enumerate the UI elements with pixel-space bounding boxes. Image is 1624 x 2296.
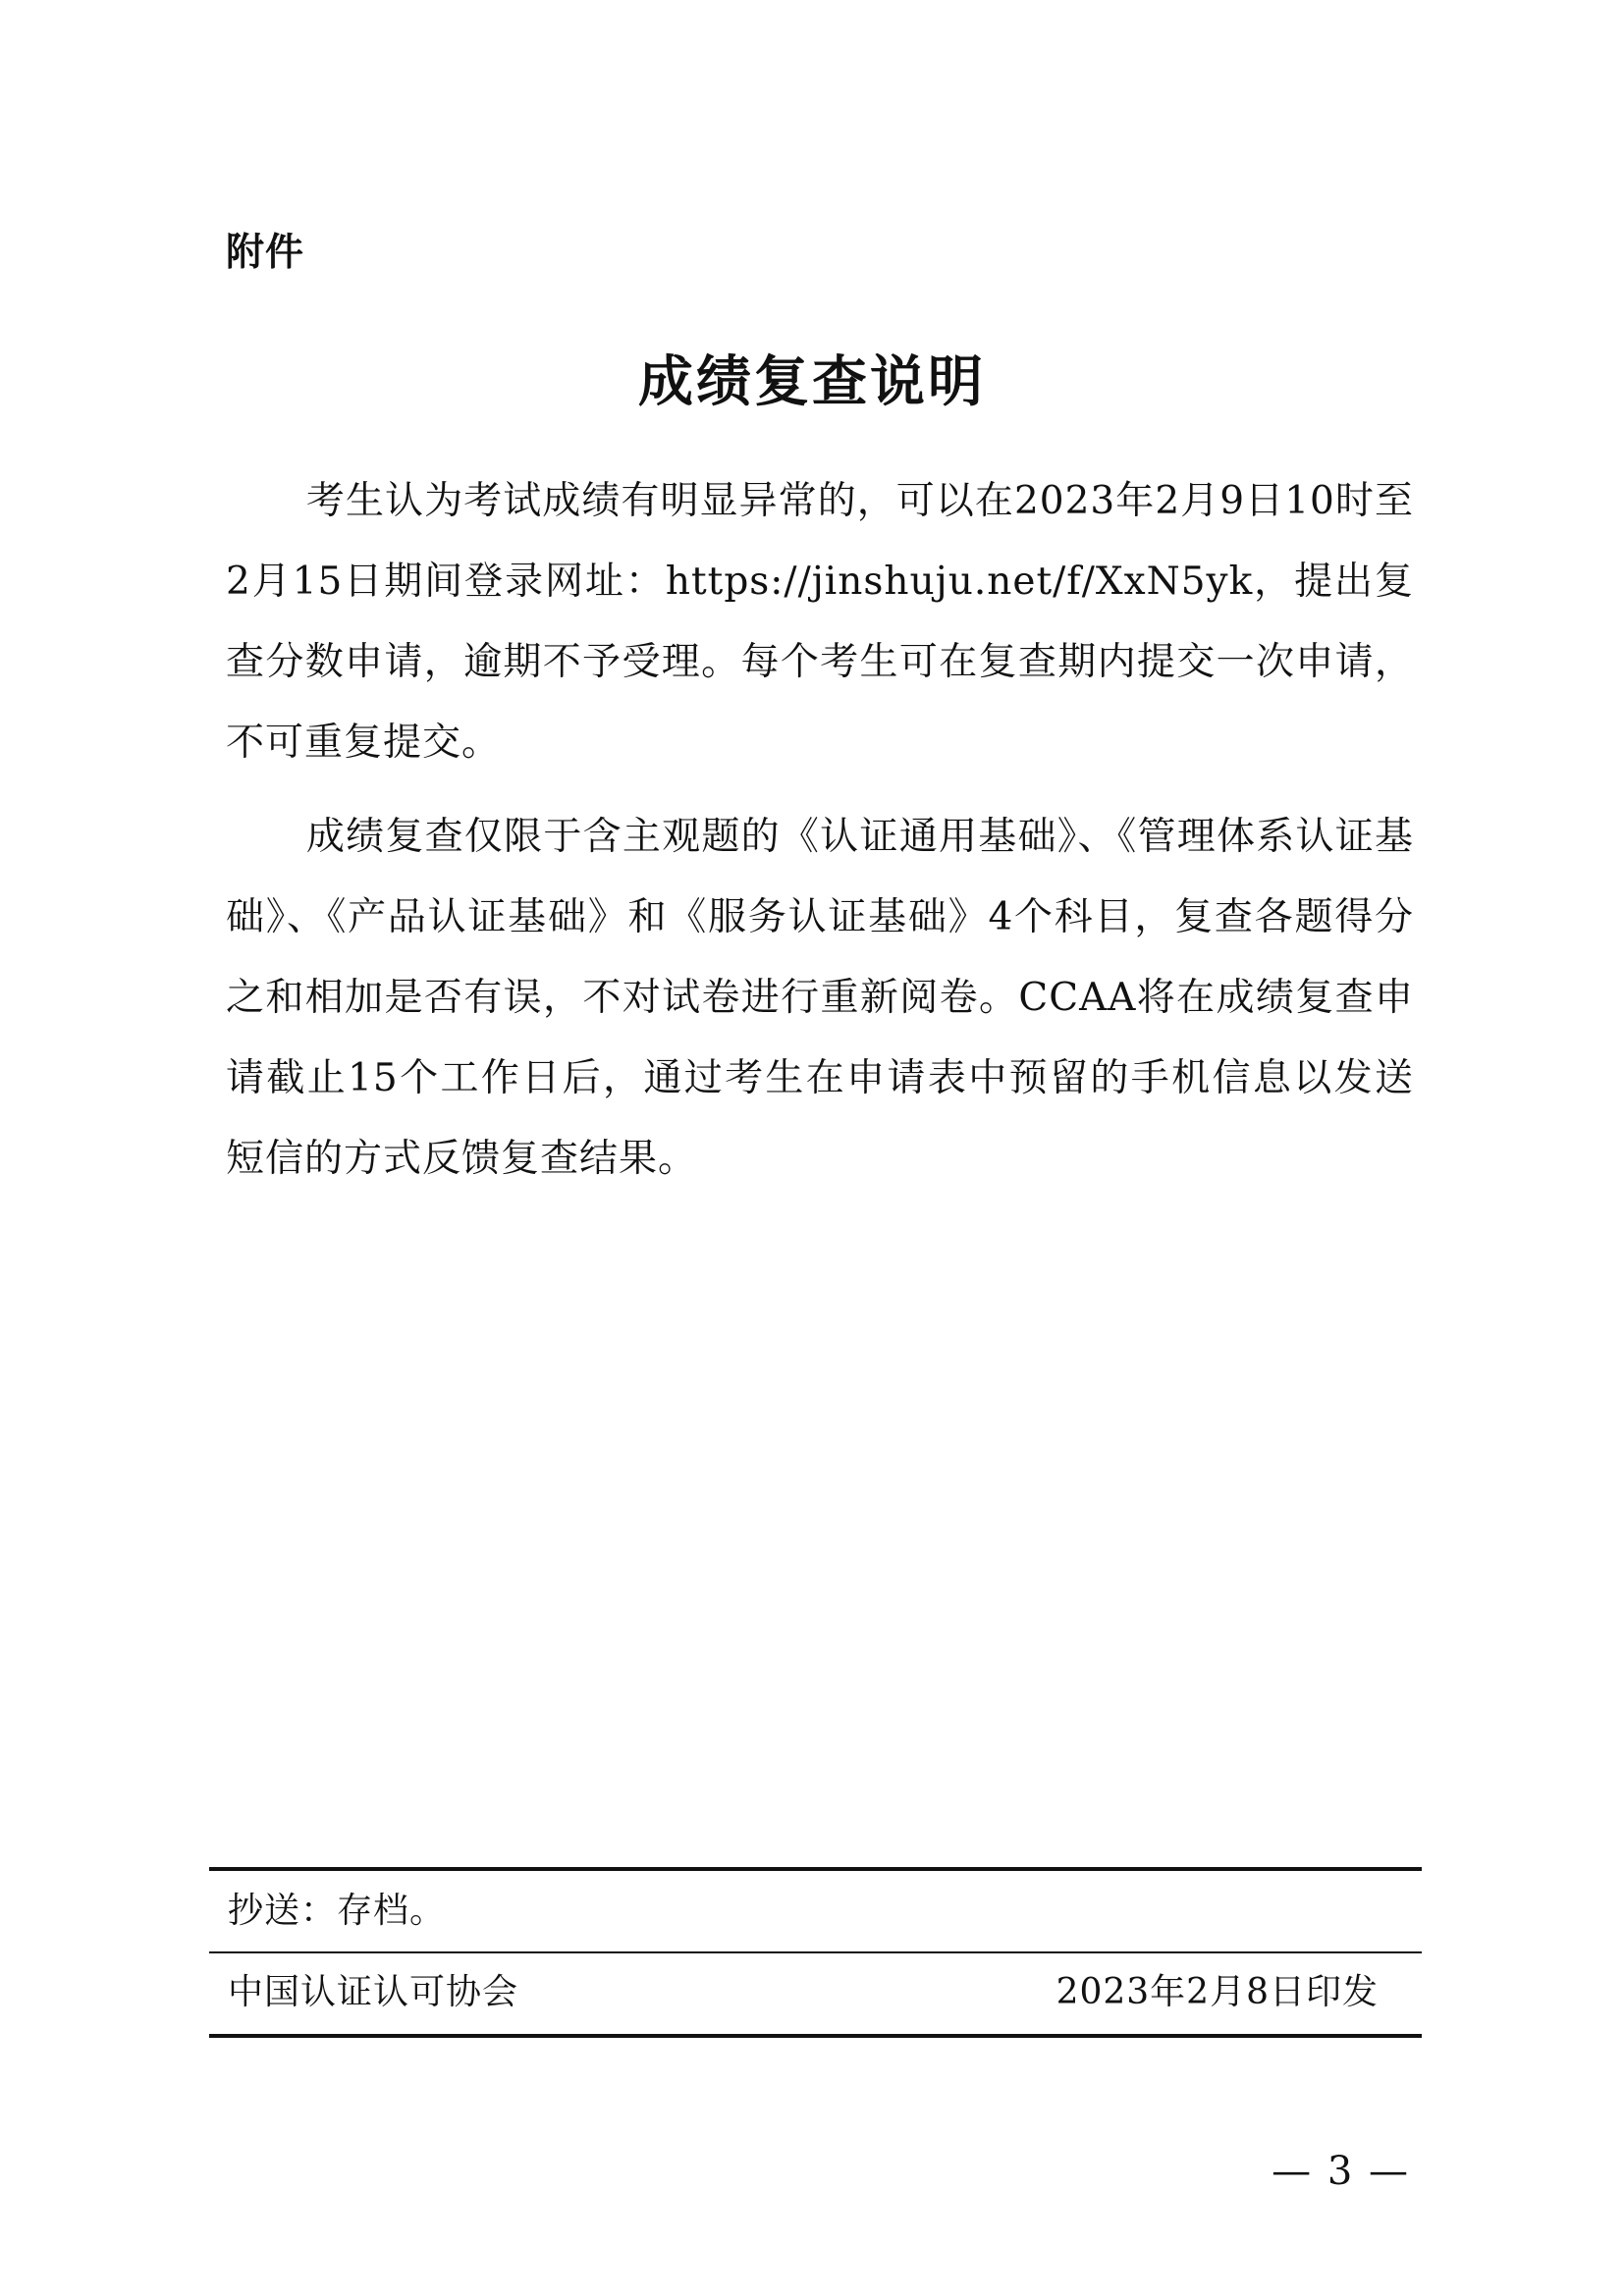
attachment-label: 附件 — [226, 231, 305, 275]
document-body — [226, 461, 1414, 1213]
issuer-name: 中国认证认可协会 — [228, 1972, 519, 2012]
footer-top-rule — [209, 1867, 1422, 1871]
page-number: — 3 — — [1272, 2149, 1410, 2194]
issue-date: 2023年2月8日印发 — [1056, 1972, 1379, 2012]
cc-line: 抄送：存档。 — [228, 1891, 447, 1931]
paragraph-review-scope: 成绩复查仅限于含主观题的《认证通用基础》、《管理体系认证基础》、《产品认证基础》和《服务认证基础》4个科目，复查各题得分之和相加是否有误，不对试卷进行重新阅卷。CCAA将在成绩复查申请截止15个工作日后，通过考生在申请表中预留的手机信息以发送短信的方式反馈复查结果。 — [226, 815, 1414, 1181]
page-title: 成绩复查说明 — [638, 350, 986, 414]
footer-bottom-rule — [209, 2034, 1422, 2038]
paragraph-review-application: 考生认为考试成绩有明显异常的，可以在2023年2月9日10时至2月15日期间登录网址：https://jinshuju.net/f/XxN5yk，提出复查分数申请，逾期不予受理。每个考生可在复查期内提交一次申请，不可重复提交。 — [226, 479, 1414, 765]
footer-middle-rule — [209, 1951, 1422, 1953]
